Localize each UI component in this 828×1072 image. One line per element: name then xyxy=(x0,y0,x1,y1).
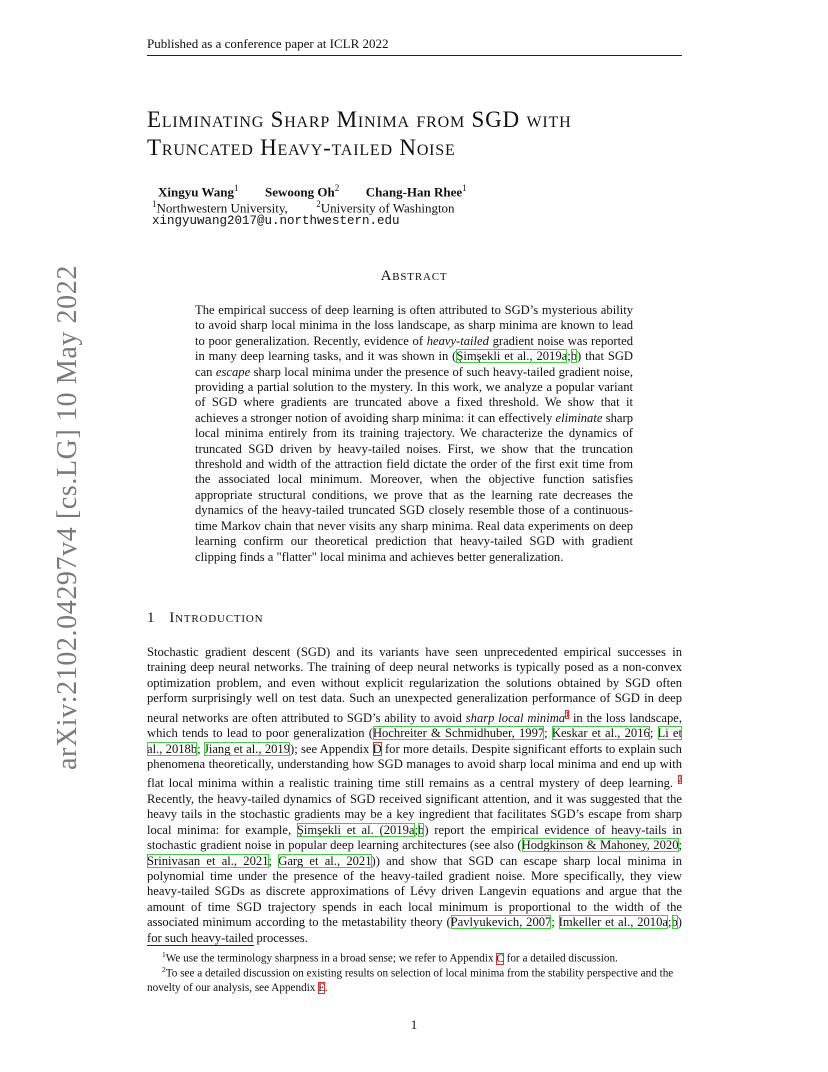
footnote-ref[interactable]: 1 xyxy=(565,709,570,719)
appendix-link[interactable]: D xyxy=(372,741,382,756)
abstract-text: ; xyxy=(567,349,571,364)
appendix-link[interactable]: C xyxy=(496,952,504,965)
abstract-emphasis: escape xyxy=(215,364,251,379)
introduction-paragraph xyxy=(147,645,682,946)
affiliation-name: University of Washington xyxy=(320,200,455,216)
citation-link[interactable]: Şimşekli et al. (2019a xyxy=(296,822,415,837)
citation-link[interactable]: Keskar et al., 2016 xyxy=(551,726,650,741)
body-text: Stochastic gradient descent (SGD) and its variants have seen unprecedented empirical successes in training deep neural networks. The training of deep neural networks is typically posed as a non-convex optimization problem, and even without explicit regularization the solutions obtained by SGD often perform surprisingly well on test data. Such an unexpected generalization performance of SGD in deep neural networks are often attributed to SGD’s ability to avoid xyxy=(147,645,682,725)
body-text: Recently, the heavy-tailed dynamics of SGD received significant attention, and it was suggested that the heavy tails in the stochastic gradients may be a key ingredient that facilitates SGD’s escape from sharp local minima: for example, xyxy=(147,792,682,837)
author-name: Xingyu Wang xyxy=(158,184,234,200)
footnote-divider xyxy=(147,945,254,946)
abstract-text: The empirical success of deep learning is often attributed to SGD’s mysterious ability to avoid sharp local minima in the loss landscape, as sharp minima are known to lead to poor generalization. Recently, evidence of xyxy=(195,303,633,348)
body-text: ) report the empirical evidence of heavy-tails in stochastic gradient noise in popular deep learning architectures (see also ( xyxy=(147,822,682,853)
abstract-body xyxy=(195,303,633,565)
footnote-text: We use the terminology sharpness in a broad sense; we refer to Appendix xyxy=(165,952,497,965)
title-line-1: Eliminating Sharp Minima from SGD with xyxy=(147,107,572,132)
body-emphasis: sharp local minima xyxy=(465,710,566,725)
abstract-text: sharp local minima entirely from its training trajectory. We characterize the dynamics of truncated SGD driven by heavy-tailed noises. First, we show that the truncation threshold and width of the attraction field dictate the order of the first exit time from the associated local minimum. Moreover, when the objective function satisfies appropriate structural conditions, we prove that as the learning rate decreases the dynamics of the heavy-tailed truncated SGD closely resemble those of a continuous-time Markov chain that never visits any sharp minima. Real data experiments on deep learning confirm our theoretical prediction that heavy-tailed SGD with gradient clipping finds a "flatter" local minima and achieves better generalization. xyxy=(195,410,633,564)
citation-link[interactable]: Li et al., 2018b xyxy=(147,726,682,756)
body-text: ; xyxy=(414,822,419,837)
running-header xyxy=(147,36,682,56)
abstract-text: sharp local minima under the presence of such heavy-tailed gradient noise, providing a partial solution to the mystery. In this work, we analyze a popular variant of SGD where gradients are truncated above a fixed threshold. We show that it achieves a stronger notion of avoiding sharp minima: it can effectively xyxy=(195,364,633,425)
citation-link[interactable]: Imkeller et al., 2010a xyxy=(558,915,668,930)
citation-link[interactable]: Hodgkinson & Mahoney, 2020 xyxy=(521,838,679,853)
footnote-ref[interactable]: 2 xyxy=(678,775,682,785)
author-name: Chang-Han Rhee xyxy=(365,184,463,200)
author-affiliation-mark: 1 xyxy=(462,183,467,193)
body-text: ; xyxy=(668,915,672,930)
abstract-emphasis: heavy-tailed xyxy=(426,333,489,348)
body-text: for more details. Despite significant efforts to explain such phenomena theoretically, understanding how SGD manages to avoid sharp local minima and end up with flat local minima within a realistic training time still remains as a central mystery of deep learning. xyxy=(147,741,682,791)
citation-link[interactable]: Jiang et al., 2019 xyxy=(203,741,291,756)
footnote-2 xyxy=(147,963,682,995)
appendix-link[interactable]: E xyxy=(318,981,326,994)
body-text: ; xyxy=(268,853,279,868)
footnote-text: for a detailed discussion. xyxy=(503,952,618,965)
footnote-mark: 1 xyxy=(162,950,166,959)
body-text: ) for such heavy-tailed processes. xyxy=(147,915,682,945)
body-text: in the loss landscape, which tends to lead to poor generalization ( xyxy=(147,710,683,741)
footnote-text: . xyxy=(325,981,328,994)
affiliation-mark: 1 xyxy=(152,199,157,209)
citation-link[interactable]: Şimşekli et al., 2019a xyxy=(456,349,568,364)
citation-link[interactable]: Srinivasan et al., 2021 xyxy=(147,853,269,868)
author-name: Sewoong Oh xyxy=(265,184,335,200)
body-text: ); see Appendix xyxy=(290,741,373,756)
author-affiliation-mark: 2 xyxy=(334,183,340,193)
body-text: ; xyxy=(197,741,204,756)
footnote-mark: 2 xyxy=(162,965,166,974)
author-list xyxy=(158,183,467,200)
author-email: xingyuwang2017@u.northwestern.edu xyxy=(152,214,400,228)
arxiv-sidebar xyxy=(0,265,83,790)
footnote-text: To see a detailed discussion on existing results on selection of local minima from the stability perspective and the novelty of our analysis, see Appendix xyxy=(147,967,674,994)
citation-link[interactable]: Pavlyukevich, 2007 xyxy=(450,915,552,930)
abstract-heading: Abstract xyxy=(380,268,448,284)
venue-text: Published as a conference paper at ICLR 2022 xyxy=(147,36,389,51)
section-title: Introduction xyxy=(169,610,264,626)
title-line-2: Truncated Heavy-tailed Noise xyxy=(147,135,456,160)
author-affiliation-mark: 1 xyxy=(234,183,239,193)
citation-link[interactable]: Garg et al., 2021 xyxy=(278,853,372,868)
affiliation-mark: 2 xyxy=(316,199,321,209)
affiliation-name: Northwestern University, xyxy=(156,200,288,216)
citation-link[interactable]: b xyxy=(671,915,678,930)
citation-link[interactable]: b xyxy=(418,822,425,837)
body-text: ; xyxy=(649,726,658,741)
arxiv-stamp: arXiv:2102.04297v4 [cs.LG] 10 May 2022 xyxy=(52,265,83,770)
citation-link[interactable]: b xyxy=(570,349,578,364)
body-text: )) and show that SGD can escape sharp local minima in polynomial time under the presence of the heavy-tailed gradient noise. More specifically, they view heavy-tailed SGDs as discrete approximations of Lévy driven Langevin equations and argue that the amount of time SGD trajectory spends in each local minimum is proportional to the width of the associated minimum according to the metastability theory ( xyxy=(147,853,683,930)
body-text: ; xyxy=(678,838,682,853)
section-heading xyxy=(147,610,263,627)
paper-title xyxy=(147,106,687,162)
page-number: 1 xyxy=(410,1017,418,1032)
section-number: 1 xyxy=(147,610,156,626)
abstract-emphasis: eliminate xyxy=(555,410,603,425)
citation-link[interactable]: Hochreiter & Schmidhuber, 1997 xyxy=(372,726,545,741)
abstract-text: gradient noise was reported in many deep learning tasks, and it was shown in ( xyxy=(195,333,633,364)
abstract-text: ) that SGD can xyxy=(195,349,634,379)
body-text: ; xyxy=(544,726,552,741)
body-text: ; xyxy=(551,915,559,930)
